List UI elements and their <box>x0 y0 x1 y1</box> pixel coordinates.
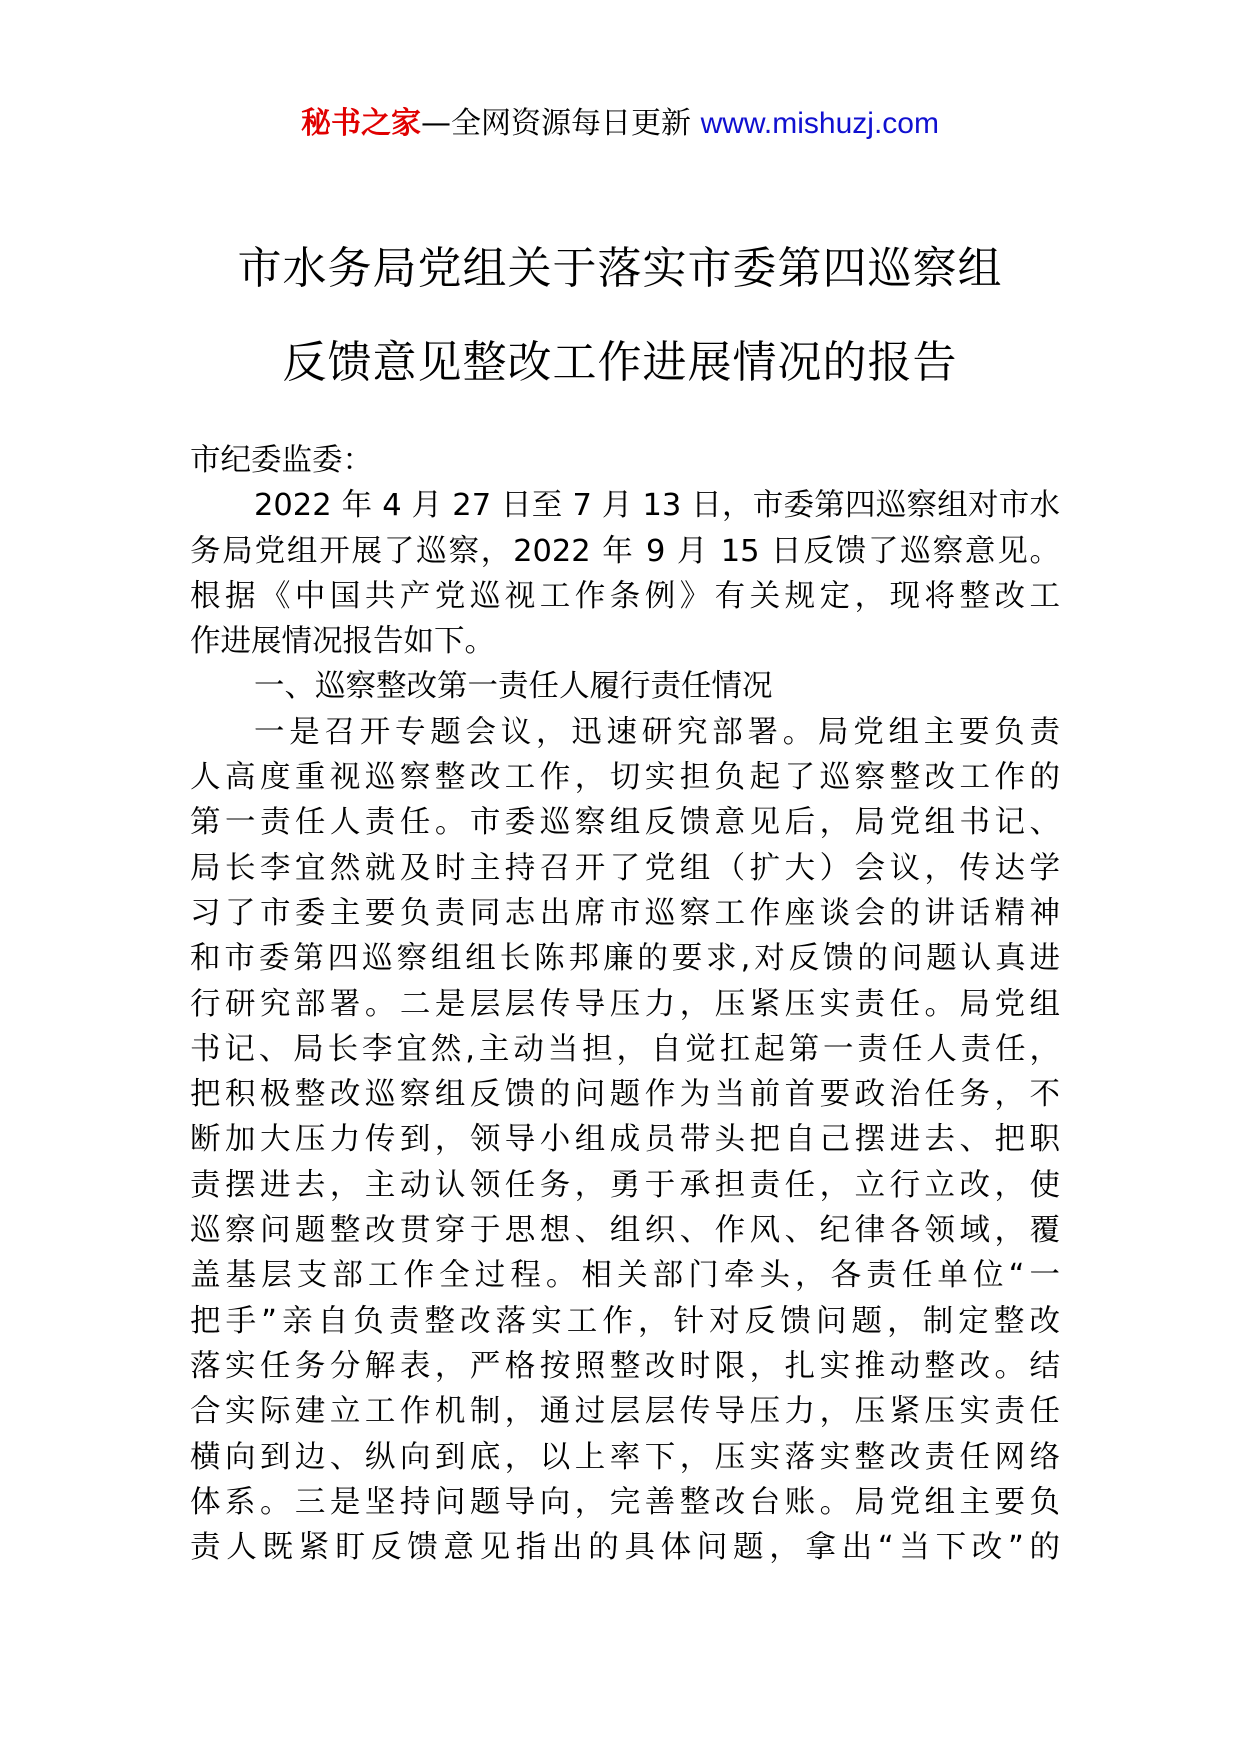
body-line: 把手”亲自负责整改落实工作，针对反馈问题，制定整改 <box>190 1303 1060 1339</box>
site-header <box>0 100 1240 148</box>
header-tagline: —全网资源每日更新 <box>421 106 701 141</box>
body-line: 书记、局长李宜然,主动当担，自觉扛起第一责任人责任， <box>190 1031 1060 1067</box>
body-line: 务局党组开展了巡察，2022 年 9 月 15 日反馈了巡察意见。 <box>190 533 1060 569</box>
body-line: 局长李宜然就及时主持召开了党组（扩大）会议，传达学 <box>190 850 1060 886</box>
site-url[interactable]: www.mishuzj.com <box>700 107 939 140</box>
section-heading: 一、巡察整改第一责任人履行责任情况 <box>254 669 773 705</box>
body-line: 作进展情况报告如下。 <box>190 624 495 660</box>
salutation: 市纪委监委： <box>190 443 373 478</box>
title-line-1: 市水务局党组关于落实市委第四巡察组 <box>237 243 1003 294</box>
title-line-2: 反馈意见整改工作进展情况的报告 <box>282 337 958 388</box>
body-line: 人高度重视巡察整改工作，切实担负起了巡察整改工作的 <box>190 760 1060 796</box>
body-line: 体系。三是坚持问题导向，完善整改台账。局党组主要负 <box>190 1484 1060 1520</box>
body-line: 巡察问题整改贯穿于思想、组织、作风、纪律各领域，覆 <box>190 1213 1060 1249</box>
body-line: 根据《中国共产党巡视工作条例》有关规定，现将整改工 <box>190 578 1060 614</box>
body-line: 责摆进去，主动认领任务，勇于承担责任，立行立改，使 <box>190 1167 1060 1203</box>
body-line: 第一责任人责任。市委巡察组反馈意见后，局党组书记、 <box>190 805 1060 841</box>
body-line: 横向到边、纵向到底，以上率下，压实落实整改责任网络 <box>190 1439 1060 1475</box>
body-line: 行研究部署。二是层层传导压力，压紧压实责任。局党组 <box>190 986 1060 1022</box>
body-line: 断加大压力传到，领导小组成员带头把自己摆进去、把职 <box>190 1122 1060 1158</box>
document-title <box>0 222 1240 410</box>
body-line: 习了市委主要负责同志出席市巡察工作座谈会的讲话精神 <box>190 895 1060 931</box>
body-line: 盖基层支部工作全过程。相关部门牵头，各责任单位“一 <box>190 1258 1060 1294</box>
document-body <box>190 438 1060 1570</box>
body-line: 落实任务分解表，严格按照整改时限，扎实推动整改。结 <box>190 1348 1060 1384</box>
body-line: 责人既紧盯反馈意见指出的具体问题，拿出“当下改”的 <box>190 1530 1060 1566</box>
brand-name: 秘书之家 <box>301 106 422 141</box>
body-line: 合实际建立工作机制，通过层层传导压力，压紧压实责任 <box>190 1394 1060 1430</box>
body-line: 一是召开专题会议，迅速研究部署。局党组主要负责 <box>254 714 1060 750</box>
body-line: 2022 年 4 月 27 日至 7 月 13 日，市委第四巡察组对市水 <box>254 488 1060 524</box>
body-line: 和市委第四巡察组组长陈邦廉的要求,对反馈的问题认真进 <box>190 941 1060 977</box>
body-line: 把积极整改巡察组反馈的问题作为当前首要政治任务，不 <box>190 1077 1060 1113</box>
